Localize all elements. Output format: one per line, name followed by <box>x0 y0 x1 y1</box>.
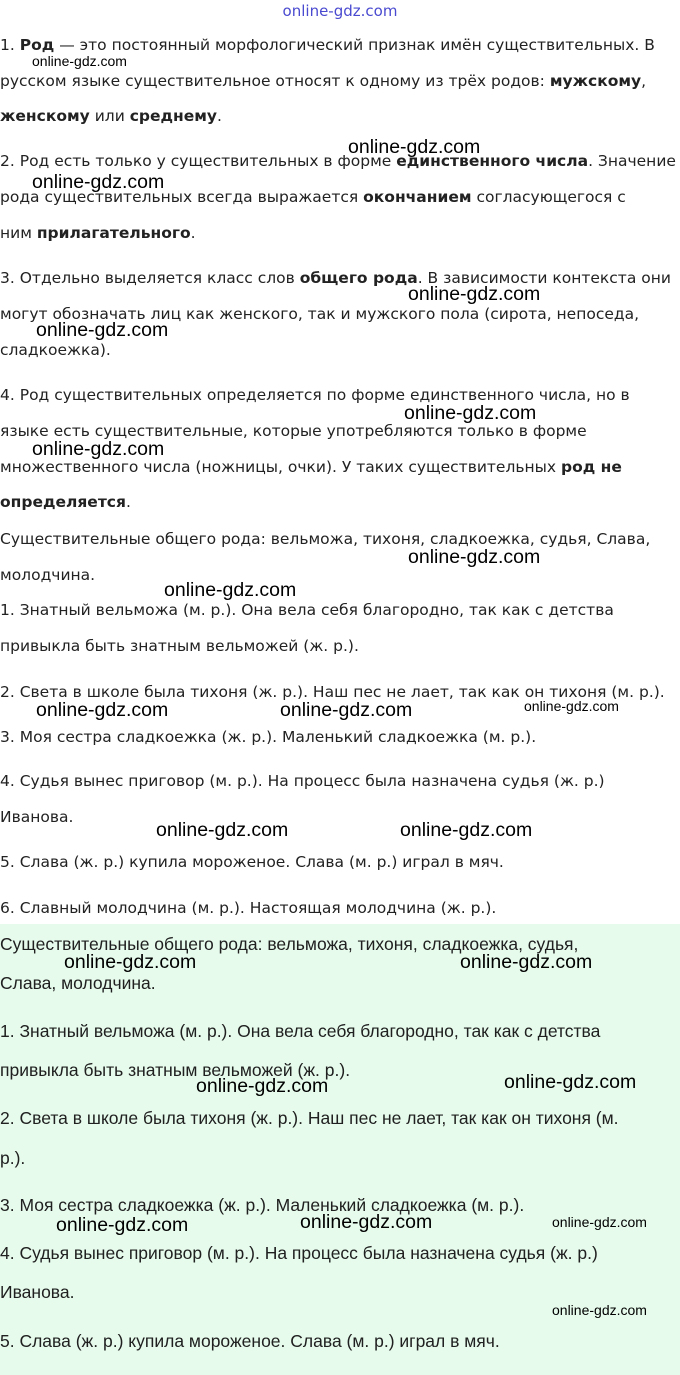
watermark: online-gdz.com <box>524 698 619 714</box>
answer-s1-line2: привыкла быть знатным вельможей (ж. р.). <box>0 637 359 655</box>
watermark: online-gdz.com <box>552 1302 647 1318</box>
theory-p4-line1: 4. Род существительных определяется по форме единственного числа, но в <box>0 386 630 404</box>
watermark: online-gdz.com <box>400 819 533 841</box>
answer-alt-s1-line2: привыкла быть знатным вельможей (ж. р.). <box>0 1060 351 1080</box>
theory-p4-line4: определяется. <box>0 493 131 511</box>
theory-p3-line1: 3. Отдельно выделяется класс слов общего рода. В зависимости контекста они <box>0 269 671 287</box>
theory-p1-line1: 1. Род — это постоянный морфологический признак имён существительных. В <box>0 36 655 54</box>
answer-alt-s2-line2: р.). <box>0 1148 26 1168</box>
answer-s4-line2: Иванова. <box>0 808 74 826</box>
answer-s2: 2. Света в школе была тихоня (ж. р.). Наш пес не лает, так как он тихоня (м. р.). <box>0 683 665 701</box>
watermark: online-gdz.com <box>164 579 297 601</box>
answer-alt-s4-line2: Иванова. <box>0 1282 75 1302</box>
watermark: online-gdz.com <box>36 319 169 341</box>
answer-intro-line2: молодчина. <box>0 566 96 584</box>
watermark: online-gdz.com <box>348 136 481 158</box>
watermark: online-gdz.com <box>32 171 165 193</box>
watermark: online-gdz.com <box>552 1214 647 1230</box>
answer-alt-intro-line2: Слава, молодчина. <box>0 973 156 993</box>
watermark: online-gdz.com <box>460 951 593 973</box>
answer-s5: 5. Слава (ж. р.) купила мороженое. Слава (м. р.) играл в мяч. <box>0 853 504 871</box>
theory-p4-line3: множественного числа (ножницы, очки). У таких существительных род не <box>0 458 622 476</box>
answer-intro-line1: Существительные общего рода: вельможа, тихоня, сладкоежка, судья, Слава, <box>0 530 651 548</box>
answer-s6: 6. Славный молодчина (м. р.). Настоящая молодчина (ж. р.). <box>0 899 497 917</box>
theory-p2-line2: рода существительных всегда выражается окончанием согласующегося с <box>0 188 626 206</box>
theory-p1-line2: русском языке существительное относят к одному из трёх родов: мужскому, <box>0 72 647 90</box>
watermark: online-gdz.com <box>280 699 413 721</box>
watermark: online-gdz.com <box>408 546 541 568</box>
theory-p1-line3: женскому или среднему. <box>0 107 222 125</box>
theory-p2-line3: ним прилагательного. <box>0 224 196 242</box>
answer-alt-s3: 3. Моя сестра сладкоежка (ж. р.). Маленький сладкоежка (м. р.). <box>0 1195 525 1215</box>
answer-alt-s2-line1: 2. Света в школе была тихоня (ж. р.). Наш пес не лает, так как он тихоня (м. <box>0 1108 619 1128</box>
answer-alt-s4-line1: 4. Судья вынес приговор (м. р.). На процесс была назначена судья (ж. р.) <box>0 1243 598 1263</box>
watermark: online-gdz.com <box>32 438 165 460</box>
watermark: online-gdz.com <box>504 1071 637 1093</box>
watermark: online-gdz.com <box>196 1075 329 1097</box>
watermark: online-gdz.com <box>64 951 197 973</box>
watermark: online-gdz.com <box>408 283 541 305</box>
answer-s3: 3. Моя сестра сладкоежка (ж. р.). Маленький сладкоежка (м. р.). <box>0 728 537 746</box>
answer-alt-intro-line1: Существительные общего рода: вельможа, тихоня, сладкоежка, судья, <box>0 934 579 954</box>
answer-s4-line1: 4. Судья вынес приговор (м. р.). На процесс была назначена судья (ж. р.) <box>0 772 605 790</box>
watermark: online-gdz.com <box>156 819 289 841</box>
answer-alt-s5: 5. Слава (ж. р.) купила мороженое. Слава (м. р.) играл в мяч. <box>0 1331 500 1351</box>
watermark: online-gdz.com <box>404 402 537 424</box>
theory-p4-line2: языке есть существительные, которые употребляются только в форме <box>0 422 587 440</box>
answer-s1-line1: 1. Знатный вельможа (м. р.). Она вела себя благородно, так как с детства <box>0 601 614 619</box>
watermark: online-gdz.com <box>36 699 169 721</box>
theory-p2-line1: 2. Род есть только у существительных в форме единственного числа. Значение <box>0 152 676 170</box>
site-header[interactable]: online-gdz.com <box>282 2 398 20</box>
theory-p3-line3: сладкоежка). <box>0 341 111 359</box>
watermark: online-gdz.com <box>56 1214 189 1236</box>
theory-p3-line2: могут обозначать лиц как женского, так и мужского пола (сирота, непоседа, <box>0 305 640 323</box>
answer-alt-s1-line1: 1. Знатный вельможа (м. р.). Она вела себя благородно, так как с детства <box>0 1021 601 1041</box>
watermark: online-gdz.com <box>300 1211 433 1233</box>
watermark: online-gdz.com <box>32 53 127 69</box>
